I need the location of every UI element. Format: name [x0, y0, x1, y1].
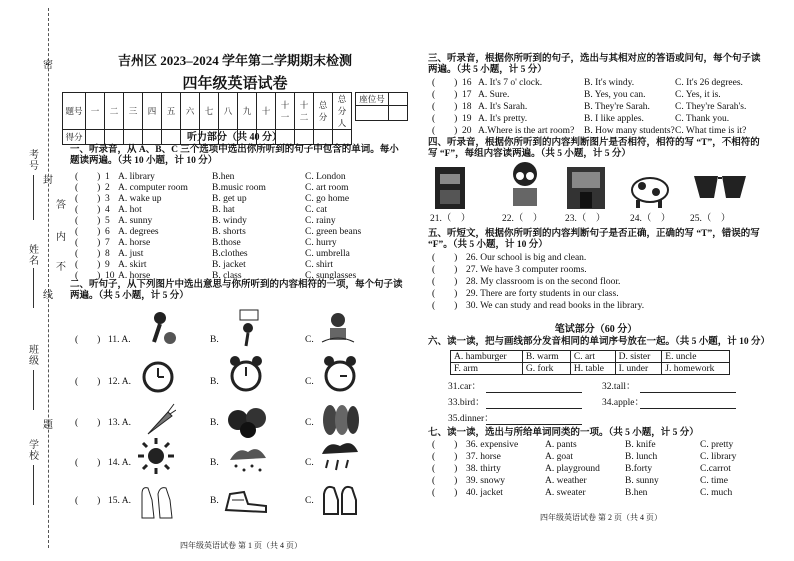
seat-label: 座位号 — [356, 93, 389, 106]
q11-picture-b — [228, 308, 268, 348]
score-col-header: 六 — [181, 93, 200, 130]
option-c-text: C. What time is it? — [675, 126, 747, 136]
score-col-header: 题号 — [63, 93, 86, 130]
option-b-text: B. How many students? — [584, 126, 675, 136]
q14-snow-picture — [226, 440, 270, 476]
answer-blank-21[interactable]: 21.（ ） — [430, 214, 471, 224]
option-b-text: B.those — [212, 238, 241, 248]
q13-carrot-picture — [140, 402, 176, 438]
option-b-text: B. It's windy. — [584, 78, 635, 88]
score-col-header: 总分人 — [333, 93, 352, 130]
option-a: 9 — [105, 260, 110, 270]
q22-picture — [505, 160, 545, 212]
answer-bracket[interactable]: ( ) — [432, 126, 458, 136]
answer-blank-24[interactable]: 24.（ ） — [630, 214, 671, 224]
q11-picture-a — [140, 308, 180, 348]
answer-bracket[interactable]: ( ) — [75, 194, 101, 204]
word-option: J. homework — [662, 363, 730, 375]
question-word: 40. jacket — [466, 488, 503, 498]
footer-right: 四年级英语试卷 第 2 页（共 4 页） — [540, 513, 662, 522]
answer-bracket[interactable]: ( ) — [75, 205, 101, 215]
option-b-text: B. get up — [212, 194, 247, 204]
option-b-text: B. sunny — [625, 476, 659, 486]
q12-clock-b — [226, 354, 266, 394]
option-c-text: C.carrot — [700, 464, 731, 474]
question-number: 20 — [462, 126, 472, 136]
q14-sun-picture — [136, 436, 176, 476]
answer-bracket[interactable]: ( ) — [75, 249, 101, 259]
answer-line[interactable] — [486, 392, 582, 393]
option-c-text: C. green beans — [305, 227, 362, 237]
answer-bracket[interactable]: ( ) — [432, 289, 458, 299]
word-option: I. under — [615, 363, 662, 375]
answer-blank-22[interactable]: 22.（ ） — [502, 214, 543, 224]
question-number: 16 — [462, 78, 472, 88]
answer-bracket[interactable]: ( ) — [432, 253, 458, 263]
answer-bracket[interactable]: ( ) — [432, 476, 458, 486]
option-a-text: A. It's Sarah. — [478, 102, 528, 112]
answer-bracket[interactable]: ( ) — [75, 227, 101, 237]
option-c-text: C. library — [700, 452, 737, 462]
school-label: 学校 — [29, 440, 39, 462]
option-a-text: A. horse — [118, 238, 151, 248]
option-b-text: B.hen — [625, 488, 648, 498]
word-option: G. fork — [522, 363, 570, 375]
footer-left: 四年级英语试卷 第 1 页（共 4 页） — [180, 541, 302, 550]
option-b-text: B.forty — [625, 464, 653, 474]
answer-bracket[interactable]: ( ) — [432, 102, 458, 112]
score-col-header: 四 — [143, 93, 162, 130]
q11-picture-c — [318, 308, 360, 348]
option-c-text: C. sunglasses — [305, 271, 357, 281]
word-option: A. hamburger — [451, 351, 523, 363]
statement-text: 30. We can study and read books in the library. — [466, 301, 645, 311]
option-c-label: C. — [305, 418, 314, 428]
option-a-text: A. just — [118, 249, 144, 259]
q23-picture — [566, 166, 606, 210]
exam-title: 吉州区 2023–2024 学年第二学期期末检测 — [117, 53, 352, 68]
answer-bracket[interactable]: ( ) — [432, 265, 458, 275]
q13-corn-picture — [318, 402, 362, 438]
question-word: 37. horse — [466, 452, 501, 462]
answer-bracket[interactable]: ( ) — [432, 277, 458, 287]
answer-bracket[interactable]: ( ) — [75, 238, 101, 248]
word-option: D. sister — [615, 351, 662, 363]
option-a: 5 — [105, 216, 110, 226]
answer-line[interactable] — [486, 424, 582, 425]
option-c-text: C. umbrella — [305, 249, 350, 259]
option-a-text: A. skirt — [118, 260, 147, 270]
answer-line[interactable] — [640, 392, 736, 393]
question-label: 12. A. — [108, 377, 131, 387]
option-a-text: A. degrees — [118, 227, 159, 237]
score-row-label: 得分 — [63, 130, 86, 145]
fill-label: 35.dinner： — [448, 414, 494, 424]
seat-table — [355, 92, 408, 121]
answer-bracket[interactable]: ( ) — [75, 335, 101, 345]
q25-sunglasses-picture — [692, 170, 748, 206]
option-a: 7 — [105, 238, 110, 248]
score-col-header: 十二 — [295, 93, 314, 130]
answer-bracket[interactable]: ( ) — [75, 458, 101, 468]
option-b-text: B. knife — [625, 440, 656, 450]
answer-bracket[interactable]: ( ) — [432, 301, 458, 311]
answer-bracket[interactable]: ( ) — [75, 496, 101, 506]
fill-label: 34.apple： — [602, 398, 644, 408]
score-col-header: 五 — [162, 93, 181, 130]
statement-text: 29. There are forty students in our class. — [466, 289, 619, 299]
statement-text: 26. Our school is big and clean. — [466, 253, 587, 263]
seal-word-1: 密 — [43, 60, 53, 71]
option-c-text: C. shirt — [305, 260, 333, 270]
q21-picture — [434, 166, 466, 210]
answer-bracket[interactable]: ( ) — [75, 216, 101, 226]
option-b-label: B. — [210, 377, 219, 387]
section-2-title: 二、听句子，从下列图片中选出意思与你所听到的内容相符的一项，每个句子读两遍。（共 5 小题，计 5 分） — [70, 280, 403, 301]
option-a-text: A. Sure. — [478, 90, 510, 100]
answer-bracket[interactable]: ( ) — [432, 452, 458, 462]
name-label: 姓名 — [29, 245, 39, 267]
option-c-label: C. — [305, 458, 314, 468]
answer-bracket[interactable]: ( ) — [432, 114, 458, 124]
option-b-text: B. class — [212, 271, 242, 281]
word-option: B. warm — [522, 351, 570, 363]
option-c-text: C. time — [700, 476, 728, 486]
class-label: 班级 — [29, 345, 39, 367]
seal-word-3: 线 — [43, 290, 53, 301]
listening-title: 听力部分（共 40 分） — [187, 132, 282, 143]
question-number: 19 — [462, 114, 472, 124]
option-a: 4 — [105, 205, 110, 215]
answer-blank-23[interactable]: 23.（ ） — [565, 214, 606, 224]
answer-bracket[interactable]: ( ) — [75, 183, 101, 193]
option-b-label: B. — [210, 496, 219, 506]
fill-label: 31.car： — [448, 382, 481, 392]
q13-tomatoes-picture — [226, 402, 270, 438]
section-5-title: 五、听短文，根据你所听到的内容判断句子是否正确，正确的写 “T”，错误的写 “F”。（共 5 小题，计 10 分） — [428, 229, 760, 250]
option-b-text: B. Yes, you can. — [584, 90, 646, 100]
answer-bracket[interactable]: ( ) — [432, 78, 458, 88]
option-c-text: C. go home — [305, 194, 350, 204]
option-c-label: C. — [305, 496, 314, 506]
option-c-text: C. cat — [305, 205, 328, 215]
option-a: 10 — [105, 271, 115, 281]
option-c-text: C. Yes, it is. — [675, 90, 721, 100]
option-c-text: C. rainy — [305, 216, 336, 226]
option-a: 1 — [105, 172, 110, 182]
question-label: 15. A. — [108, 496, 131, 506]
option-a-text: A. It's 7 o' clock. — [478, 78, 543, 88]
option-c-text: C. They're Sarah's. — [675, 102, 747, 112]
q12-clock-c — [320, 354, 360, 394]
seal-word-5: 不 — [56, 262, 66, 273]
q15-shoes-picture — [222, 480, 272, 516]
seal-word-7: 答 — [56, 200, 66, 211]
question-number: 17 — [462, 90, 472, 100]
answer-bracket[interactable]: ( ) — [75, 271, 101, 281]
q14-rain-picture — [318, 436, 362, 476]
option-c-text: C. art room — [305, 183, 349, 193]
fill-label: 32.tall： — [602, 382, 636, 392]
answer-bracket[interactable]: ( ) — [75, 260, 101, 270]
option-b-text: B. jacket — [212, 260, 246, 270]
seal-word-8: 题 — [43, 420, 53, 431]
option-a-text: A. horse — [118, 271, 151, 281]
word-option: F. arm — [451, 363, 523, 375]
option-a-text: A. sunny — [118, 216, 153, 226]
exam-no-label: 考号 — [29, 150, 39, 172]
answer-bracket[interactable]: ( ) — [432, 464, 458, 474]
option-a-text: A.Where is the art room? — [478, 126, 575, 136]
option-b-text: B.clothes — [212, 249, 248, 259]
word-option: E. uncle — [662, 351, 730, 363]
question-word: 36. expensive — [466, 440, 519, 450]
exam-subtitle: 四年级英语试卷 — [182, 74, 288, 92]
option-a: 8 — [105, 249, 110, 259]
option-b-text: B. I like apples. — [584, 114, 644, 124]
option-a-text: A. goat — [545, 452, 573, 462]
option-b-text: B. hat — [212, 205, 235, 215]
option-a-text: A. weather — [545, 476, 587, 486]
question-label: 11. A. — [108, 335, 131, 345]
option-b-label: B. — [210, 418, 219, 428]
score-col-header: 九 — [238, 93, 257, 130]
question-label: 14. A. — [108, 458, 131, 468]
q12-clock-a — [140, 358, 176, 394]
option-a-text: A. library — [118, 172, 155, 182]
option-b-text: B. shorts — [212, 227, 246, 237]
answer-bracket[interactable]: ( ) — [75, 377, 101, 387]
option-a-text: A. computer room — [118, 183, 188, 193]
option-a: 3 — [105, 194, 110, 204]
section-6-word-table — [450, 350, 730, 375]
option-b-text: B. They're Sarah. — [584, 102, 650, 112]
option-b-label: B. — [210, 458, 219, 468]
option-c-text: C. much — [700, 488, 733, 498]
statement-text: 27. We have 3 computer rooms. — [466, 265, 587, 275]
q15-gloves-picture — [136, 480, 178, 520]
answer-line[interactable] — [640, 408, 736, 409]
option-a-text: A. sweater — [545, 488, 586, 498]
question-label: 13. A. — [108, 418, 131, 428]
option-c-label: C. — [305, 377, 314, 387]
option-c-text: C. Thank you. — [675, 114, 730, 124]
answer-bracket[interactable]: ( ) — [75, 418, 101, 428]
score-col-header: 总分 — [314, 93, 333, 130]
option-a-text: A. hot — [118, 205, 142, 215]
question-word: 38. thirty — [466, 464, 501, 474]
section-4-title: 四、听录音，根据你所听到的内容判断图片是否相符，相符的写 “T”，不相符的写 “F”，每组内容读两遍。（共 5 小题，计 5 分） — [428, 138, 760, 159]
question-word: 39. snowy — [466, 476, 506, 486]
answer-bracket[interactable]: ( ) — [432, 90, 458, 100]
option-a: 2 — [105, 183, 110, 193]
option-a-text: A. pants — [545, 440, 577, 450]
section-3-title: 三、听录音，根据你所听到的句子，选出与其相对应的答语或问句，每个句子读两遍。（共 5 小题，计 5 分） — [428, 54, 761, 75]
answer-line[interactable] — [486, 408, 582, 409]
statement-text: 28. My classroom is on the second floor. — [466, 277, 621, 287]
q24-picture — [628, 170, 672, 210]
word-option: H. table — [570, 363, 615, 375]
option-c-text: C. It's 26 degrees. — [675, 78, 743, 88]
answer-bracket[interactable]: ( ) — [432, 440, 458, 450]
option-b-text: B. windy — [212, 216, 247, 226]
score-col-header: 七 — [200, 93, 219, 130]
answer-bracket[interactable]: ( ) — [75, 172, 101, 182]
option-c-text: C. pretty — [700, 440, 734, 450]
option-c-text: C. hurry — [305, 238, 337, 248]
option-a-text: A. It's pretty. — [478, 114, 528, 124]
score-col-header: 三 — [124, 93, 143, 130]
option-c-text: C. London — [305, 172, 346, 182]
section-1-title: 一、听录音，从 A、B、C 三个选项中选出你所听到的句子中包含的单词。每小题读两遍。（共 10 小题，计 10 分） — [70, 145, 399, 166]
word-option: C. art — [570, 351, 615, 363]
fill-label: 33.bird： — [448, 398, 485, 408]
option-b-label: B. — [210, 335, 219, 345]
answer-blank-25[interactable]: 25.（ ） — [690, 214, 731, 224]
score-col-header: 二 — [105, 93, 124, 130]
q15-mittens-picture — [318, 480, 362, 518]
written-title: 笔试部分（60 分） — [554, 324, 638, 335]
section-6-title: 六、读一读，把与画线部分发音相同的单词序号放在一起。（共 5 小题，计 10 分） — [428, 337, 771, 347]
seal-word-2: 封 — [43, 175, 53, 186]
option-b-text: B.music room — [212, 183, 266, 193]
option-a: 6 — [105, 227, 110, 237]
seal-word-4: 内 — [56, 232, 66, 243]
option-a-text: A. wake up — [118, 194, 162, 204]
score-col-header: 一 — [86, 93, 105, 130]
option-a-text: A. playground — [545, 464, 600, 474]
option-b-text: B.hen — [212, 172, 235, 182]
answer-bracket[interactable]: ( ) — [432, 488, 458, 498]
section-7-title: 七、读一读，选出与所给单词同类的一项。（共 5 小题，计 5 分） — [428, 428, 699, 438]
score-col-header: 八 — [219, 93, 238, 130]
question-number: 18 — [462, 102, 472, 112]
option-c-label: C. — [305, 335, 314, 345]
score-col-header: 十 — [257, 93, 276, 130]
option-b-text: B. lunch — [625, 452, 658, 462]
score-col-header: 十一 — [276, 93, 295, 130]
